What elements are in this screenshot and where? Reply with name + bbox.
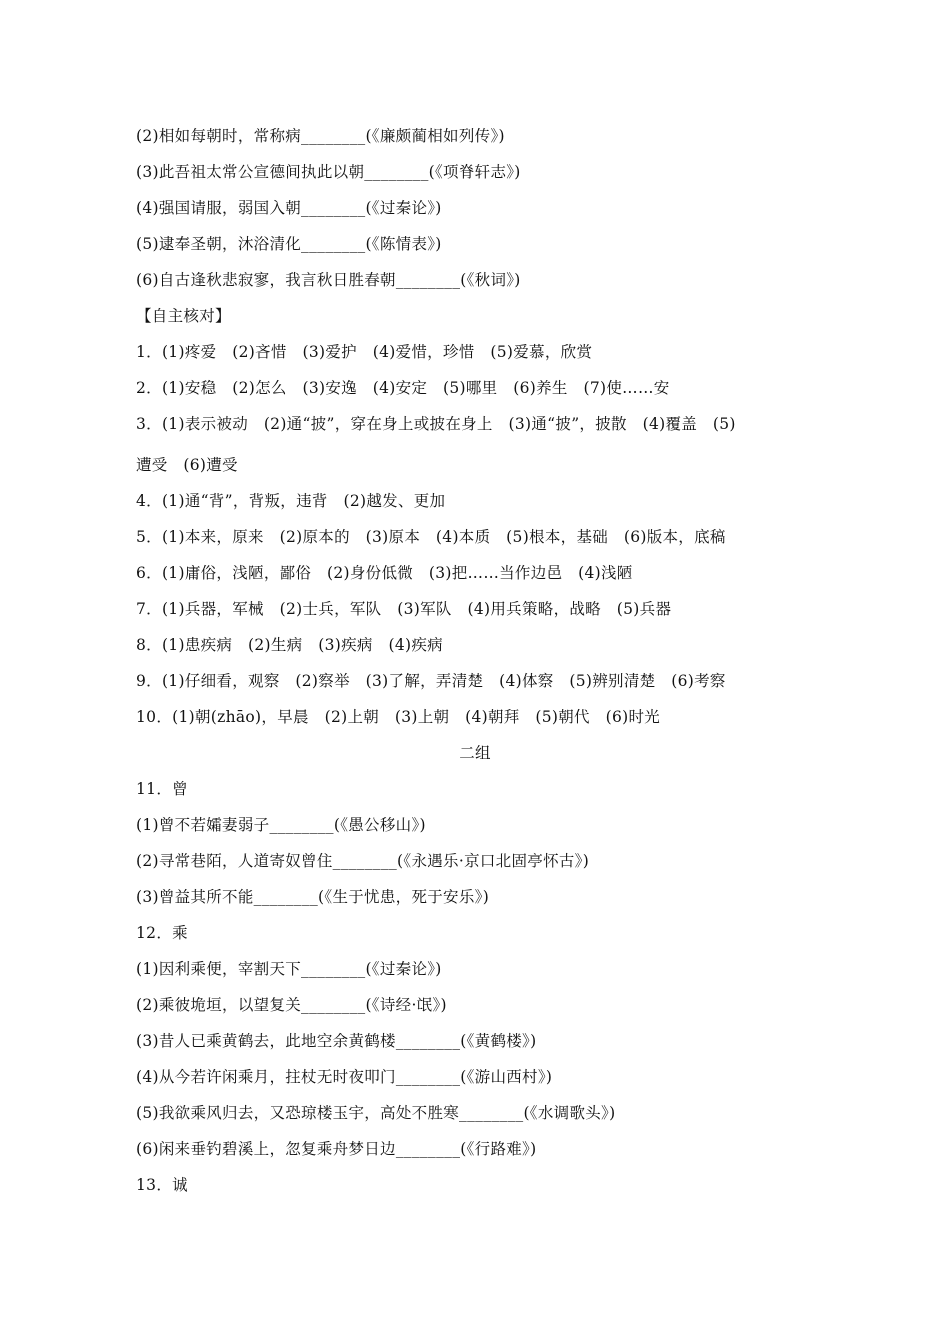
section-heading: 【自主核对】 (136, 307, 231, 325)
text-line: (5)逮奉圣朝，沐浴清化________(《陈情表》) (136, 235, 442, 253)
text-line: (4)强国请服，弱国入朝________(《过秦论》) (136, 199, 442, 217)
text-line: (5)我欲乘风归去，又恐琼楼玉宇，高处不胜寒________(《水调歌头》) (136, 1104, 616, 1122)
answer-line: 7．(1)兵器，军械 (2)士兵，军队 (3)军队 (4)用兵策略，战略 (5)兵器 (136, 600, 672, 618)
text-line: (1)曾不若孀妻弱子________(《愚公移山》) (136, 816, 426, 834)
question-heading: 11．曾 (136, 780, 188, 798)
text-line: (2)相如每朝时，常称病________(《廉颇蔺相如列传》) (136, 127, 505, 145)
text-line: (6)闲来垂钓碧溪上，忽复乘舟梦日边________(《行路难》) (136, 1140, 537, 1158)
answer-line: 3．(1)表示被动 (2)通“披”，穿在身上或披在身上 (3)通“披”，披散 (4)覆盖 (5) (136, 415, 736, 433)
answer-line: 遭受 (6)遭受 (136, 456, 238, 474)
answer-line: 5．(1)本来，原来 (2)原本的 (3)原本 (4)本质 (5)根本，基础 (6)版本，底稿 (136, 528, 726, 546)
answer-line: 8．(1)患疾病 (2)生病 (3)疾病 (4)疾病 (136, 636, 443, 654)
answer-line: 1．(1)疼爱 (2)吝惜 (3)爱护 (4)爱惜，珍惜 (5)爱慕，欣赏 (136, 343, 593, 361)
answer-line: 4．(1)通“背”，背叛，违背 (2)越发、更加 (136, 492, 446, 510)
text-line: (2)寻常巷陌，人道寄奴曾住________(《永遇乐·京口北固亭怀古》) (136, 852, 590, 870)
answer-line: 10．(1)朝(zhāo)，早晨 (2)上朝 (3)上朝 (4)朝拜 (5)朝代 (6)时光 (136, 708, 661, 726)
text-line: (2)乘彼垝垣，以望复关________(《诗经·氓》) (136, 996, 447, 1014)
text-line: (3)此吾祖太常公宣德间执此以朝________(《项脊轩志》) (136, 163, 521, 181)
question-heading: 13．诚 (136, 1176, 188, 1194)
text-line: (3)曾益其所不能________(《生于忧患，死于安乐》) (136, 888, 490, 906)
answer-line: 6．(1)庸俗，浅陋，鄙俗 (2)身份低微 (3)把……当作边邑 (4)浅陋 (136, 564, 633, 582)
group-heading: 二组 (459, 744, 491, 762)
text-line: (1)因利乘便，宰割天下________(《过秦论》) (136, 960, 442, 978)
answer-line: 9．(1)仔细看，观察 (2)察举 (3)了解，弄清楚 (4)体察 (5)辨别清楚 (6)考察 (136, 672, 726, 690)
answer-line: 2．(1)安稳 (2)怎么 (3)安逸 (4)安定 (5)哪里 (6)养生 (7)使……安 (136, 379, 670, 397)
text-line: (3)昔人已乘黄鹤去，此地空余黄鹤楼________(《黄鹤楼》) (136, 1032, 537, 1050)
question-heading: 12．乘 (136, 924, 188, 942)
text-line: (6)自古逢秋悲寂寥，我言秋日胜春朝________(《秋词》) (136, 271, 521, 289)
text-line: (4)从今若许闲乘月，拄杖无时夜叩门________(《游山西村》) (136, 1068, 553, 1086)
